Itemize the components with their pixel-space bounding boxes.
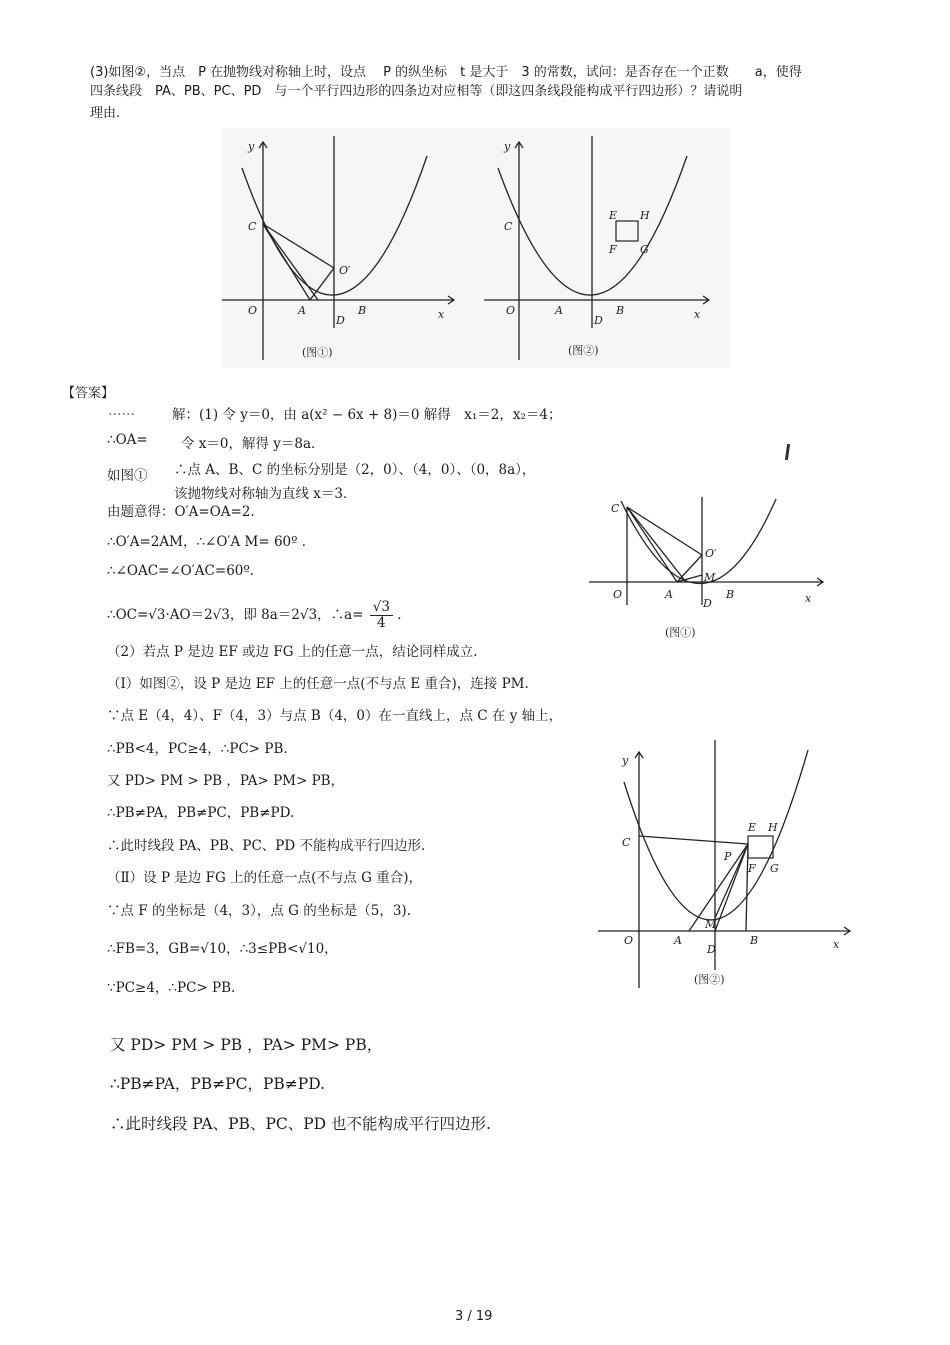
top-fig2-A: A [555,304,563,317]
solution-line-21: ∴PB≠PA，PB≠PC，PB≠PD. [110,1075,326,1093]
solution-line-2a: ∴OA= [107,432,148,448]
ans-fig2-G: G [770,862,779,875]
solution-line-20: 又 PD> PM > PB ，PA> PM> PB， [110,1036,383,1054]
top-fig2-G: G [640,243,649,256]
ans-fig2-D: D [707,943,716,956]
solution-line-14: ∴PB≠PA，PB≠PC，PB≠PD. [107,805,295,821]
question-line-3: 理由. [90,106,121,121]
ans-fig1-A: A [665,588,673,601]
ans-fig1-caption: (图①) [665,626,696,639]
ans-fig1-B: B [726,588,735,601]
solution-line-19: ∵PC≥4，∴PC> PB. [107,980,236,996]
solution-line-1: 解：(1) 令 y＝0，由 a(x² − 6x + 8)＝0 解得 x₁＝2，x₂＝4； [172,407,562,423]
answer-tag: 【答案】 [62,386,115,401]
ans-fig1-M: M [704,571,716,584]
top-fig1-D: D [336,314,345,327]
ans-fig2-B: B [750,934,759,947]
ans-fig2-E: E [748,821,757,834]
ans-fig2-H: H [768,821,778,834]
ans-fig1-Oprime: O′ [705,547,717,560]
ans-fig2-caption: (图②) [694,973,725,986]
answer-figure-2 [598,738,853,990]
solution-line-2b: 令 x＝0，解得 y＝8a． [181,436,325,452]
ans-fig2-M: M [705,918,717,931]
solution-line-11: ∵点 E（4，4）、F（4，3）与点 B（4，0）在一直线上，点 C 在 y 轴上， [107,708,563,724]
top-fig2-caption: (图②) [568,344,599,357]
solution-line-8-text: ∴OC=√3·AO＝2√3，即 8a＝2√3，∴a= [107,607,364,623]
top-fig2-y-label: y [504,140,511,153]
solution-line-1-prefix: …… [108,403,135,419]
ans-fig1-x: x [805,592,812,605]
solution-line-4: 该抛物线对称轴为直线 x＝3． [174,486,357,502]
fraction-denominator: 4 [377,615,386,631]
ans-fig2-x: x [833,938,840,951]
solution-line-22: ∴此时线段 PA、PB、PC、PD 也不能构成平行四边形. [110,1115,491,1133]
top-fig1-C: C [248,220,257,233]
top-fig2-C: C [504,220,513,233]
top-fig1-B: B [358,304,367,317]
question-line-1: (3)如图②，当点 P 在抛物线对称轴上时，设点 P 的纵坐标 t 是大于 3 的常数，试问：是否存在一个正数 a，使得 [90,65,802,80]
top-fig1-x-label: x [438,308,445,321]
top-fig2-H: H [640,209,650,222]
ans-fig1-D: D [703,597,712,610]
top-fig1-caption: (图①) [302,346,333,359]
top-fig2-D: D [594,314,603,327]
ans-fig2-F: F [748,862,756,875]
solution-line-15: ∴此时线段 PA、PB、PC、PD 不能构成平行四边形. [107,838,426,854]
solution-line-3a: 如图① [107,468,148,484]
scan-mark [785,444,790,460]
solution-line-8-end: . [397,607,402,623]
top-fig2-x-label: x [694,308,701,321]
top-fig2-O: O [506,304,516,317]
question-line-2: 四条线段 PA、PB、PC、PD 与一个平行四边形的四条边对应相等（即这四条线段能构成平行四边形）？请说明 [90,84,743,99]
solution-line-6: ∴O′A=2AM，∴∠O′A M= 60º ． [107,534,316,550]
top-fig2-B: B [616,304,625,317]
page-number: 3 / 19 [455,1309,493,1324]
solution-line-18: ∴FB=3，GB=√10，∴3≤PB<√10， [107,941,338,957]
fraction [370,600,393,631]
question-figures [222,128,730,368]
solution-line-16: （Ⅱ）设 P 是边 FG 上的任意一点(不与点 G 重合)， [107,870,422,886]
solution-line-10: （Ⅰ）如图②，设 P 是边 EF 上的任意一点(不与点 E 重合)，连接 PM. [107,676,529,692]
top-fig2-E: E [609,209,618,222]
answer-figure-1 [585,495,830,645]
ans-fig2-y: y [622,754,629,767]
solution-line-8 [107,600,402,631]
solution-line-12: ∴PB<4，PC≥4，∴PC> PB. [107,741,288,757]
fraction-numerator: √3 [370,600,393,616]
ans-fig2-O: O [624,934,634,947]
solution-line-9: （2）若点 P 是边 EF 或边 FG 上的任意一点，结论同样成立. [107,644,478,660]
top-fig1-A: A [298,304,306,317]
ans-fig1-C: C [611,502,620,515]
top-fig2-F: F [609,243,617,256]
ans-fig2-C: C [622,836,631,849]
top-fig1-O: O [248,304,258,317]
ans-fig2-P: P [724,850,732,863]
solution-line-3b: ∴点 A、B、C 的坐标分别是（2，0）、（4，0）、（0，8a）， [174,462,536,478]
solution-line-5: 由题意得：O′A=OA=2. [107,504,255,520]
ans-fig1-O: O [613,588,623,601]
top-fig1-Oprime: O′ [339,264,351,277]
top-fig1-y-label: y [248,140,255,153]
solution-line-13: 又 PD> PM > PB ，PA> PM> PB， [107,773,345,789]
solution-line-7: ∴∠OAC=∠O′AC=60º. [107,563,255,579]
ans-fig2-A: A [674,934,682,947]
solution-line-17: ∵点 F 的坐标是（4，3），点 G 的坐标是（5，3). [107,903,411,919]
